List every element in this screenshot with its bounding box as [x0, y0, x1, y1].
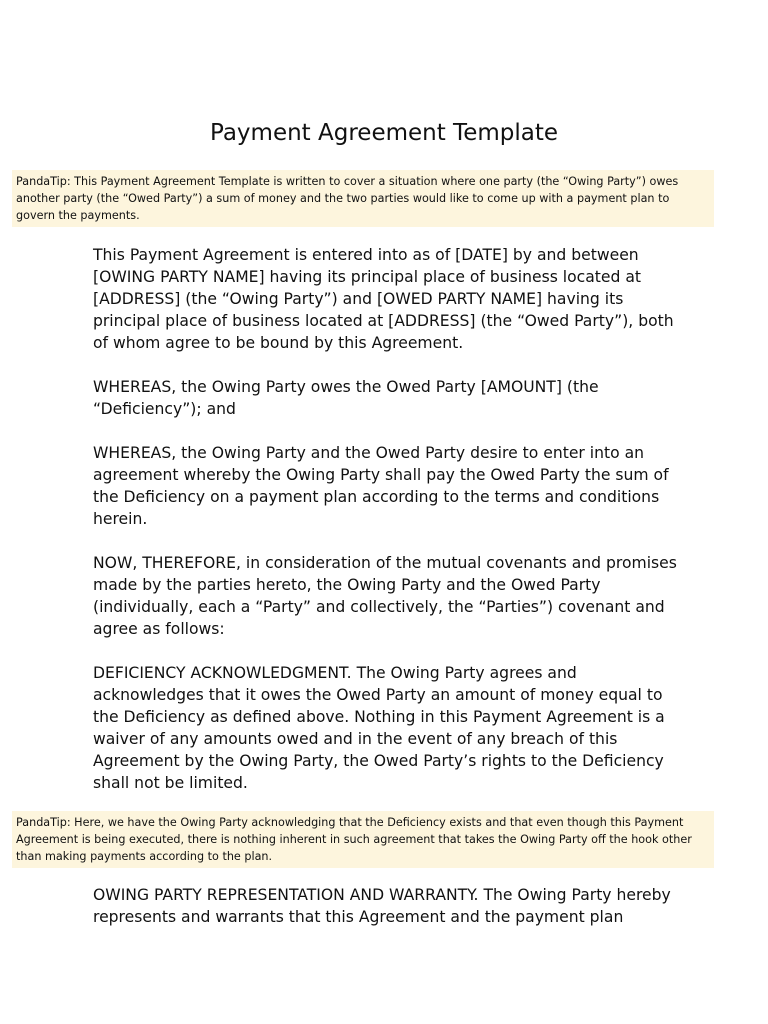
paragraph-representation-warranty: OWING PARTY REPRESENTATION AND WARRANTY. The Owing Party hereby represents and warrants that this Agreement and the payment plan: [93, 886, 671, 926]
agreement-body-continued: [93, 884, 683, 950]
panda-tip-acknowledgment: PandaTip: Here, we have the Owing Party acknowledging that the Deficiency exists and that even though this Payment Agreement is being executed, there is nothing inherent in such agreement that takes the Owing Party off the hook other than making payments according to the plan.: [12, 811, 714, 868]
paragraph-deficiency-acknowledgment: DEFICIENCY ACKNOWLEDGMENT. The Owing Party agrees and acknowledges that it owes the Owed Party an amount of money equal to the Deficiency as defined above. Nothing in this Payment Agreement is a waiver of any amounts owed and in the event of any breach of this Agreement by the Owing Party, the Owed Party’s rights to the Deficiency shall not be limited.: [93, 664, 665, 792]
paragraph-whereas-payment-plan: WHEREAS, the Owing Party and the Owed Party desire to enter into an agreement whereby the Owing Party shall pay the Owed Party the sum of the Deficiency on a payment plan according to the terms and conditions herein.: [93, 444, 669, 528]
document-title: Payment Agreement Template: [210, 120, 558, 146]
paragraph-now-therefore: NOW, THEREFORE, in consideration of the mutual covenants and promises made by the parties hereto, the Owing Party and the Owed Party (individually, each a “Party” and collectively, the “Parties”) covenant and agree as follows:: [93, 554, 677, 638]
paragraph-whereas-amount: WHEREAS, the Owing Party owes the Owed Party [AMOUNT] (the “Deficiency”); and: [93, 378, 599, 418]
paragraph-preamble: This Payment Agreement is entered into as of [DATE] by and between [OWING PARTY NAME] having its principal place of business located at [ADDRESS] (the “Owing Party”) and [OWED PARTY NAME] having its principal place of business located at [ADDRESS] (the “Owed Party”), both of whom agree to be bound by this Agreement.: [93, 246, 674, 352]
agreement-body: [93, 244, 683, 816]
panda-tip-intro: PandaTip: This Payment Agreement Template is written to cover a situation where one party (the “Owing Party”) owes another party (the “Owed Party”) a sum of money and the two parties would like to come up with a payment plan to govern the payments.: [12, 170, 714, 227]
